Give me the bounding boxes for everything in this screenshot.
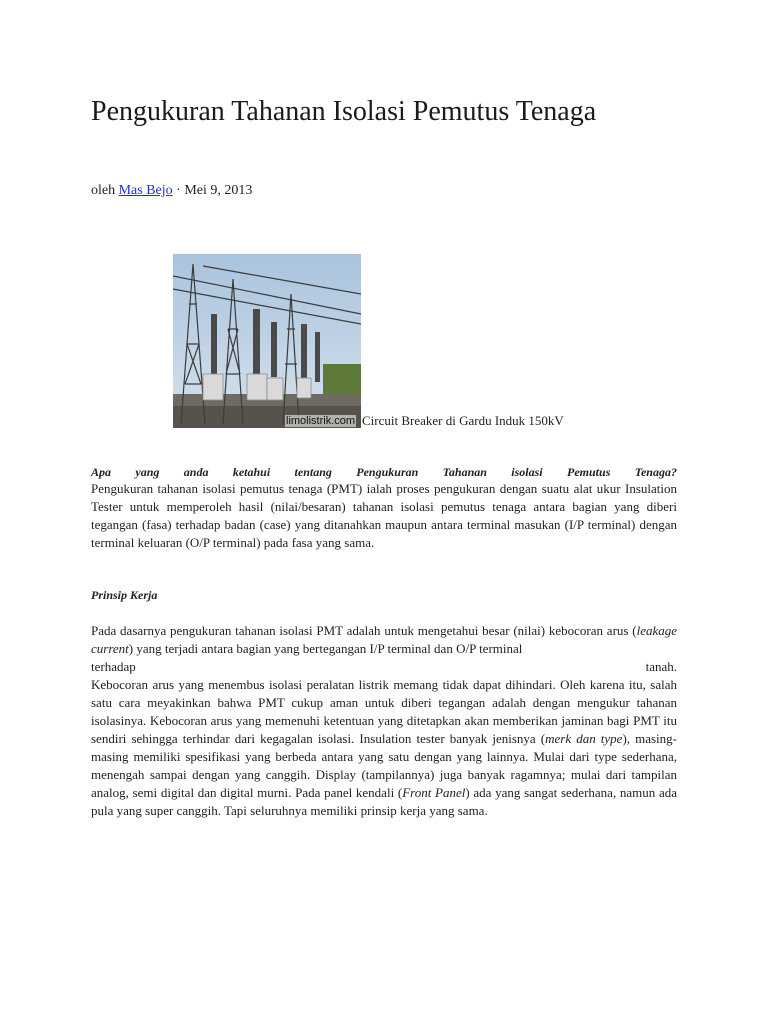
question-word: Pengukuran bbox=[356, 465, 419, 479]
article-title: Pengukuran Tahanan Isolasi Pemutus Tenaga bbox=[91, 96, 597, 127]
figure-caption: Circuit Breaker di Gardu Induk 150kV bbox=[362, 413, 564, 428]
p2-emphasis-2: Front Panel bbox=[402, 785, 466, 800]
question-word: isolasi bbox=[511, 465, 543, 479]
image-watermark: limolistrik.com bbox=[286, 415, 356, 427]
section-heading: Prinsip Kerja bbox=[91, 588, 158, 602]
question-word: yang bbox=[135, 465, 160, 479]
p2-text-c: ) ada yang sangat sederhana, namun ada pula yang super canggih. Tapi seluruhnya memiliki prinsip kerja yang sama. bbox=[91, 785, 677, 818]
byline bbox=[91, 182, 252, 200]
question-word: ketahui bbox=[232, 465, 271, 479]
p2-emphasis-1: merk dan type bbox=[545, 731, 623, 746]
intro-question bbox=[91, 463, 677, 481]
section-paragraph-1 bbox=[91, 622, 677, 658]
p1-text-b: ) yang terjadi antara bagian yang bertegangan I/P terminal dan O/P terminal bbox=[128, 641, 523, 656]
p1-text-a: Pada dasarnya pengukuran tahanan isolasi PMT adalah untuk mengetahui besar (nilai) kebocoran arus ( bbox=[91, 623, 637, 638]
p1-last-right: tanah. bbox=[645, 659, 677, 674]
p1-last-left: terhadap bbox=[91, 659, 136, 674]
substation-illustration bbox=[173, 254, 361, 428]
circuit-breaker-photo bbox=[173, 254, 361, 428]
author-link[interactable]: Mas Bejo bbox=[118, 183, 173, 198]
question-word: Pemutus bbox=[567, 465, 611, 479]
section-paragraph-2 bbox=[91, 676, 677, 820]
question-word: anda bbox=[183, 465, 209, 479]
byline-prefix: oleh bbox=[91, 183, 119, 198]
publish-date: Mei 9, 2013 bbox=[184, 183, 253, 198]
question-word: tentang bbox=[294, 465, 332, 479]
question-word: Tenaga? bbox=[634, 465, 677, 479]
intro-paragraph: Pengukuran tahanan isolasi pemutus tenaga (PMT) ialah proses pengukuran dengan suatu alat ukur Insulation Tester untuk memperoleh hasil (nilai/besaran) tahanan isolasi pemutus tenaga antara bagian yang diberi tegangan (fasa) terhadap badan (case) yang ditanahkan maupun antara terminal masukan (I/P terminal) dengan terminal keluaran (O/P terminal) pada fasa yang sama. bbox=[91, 481, 677, 550]
question-word: Apa bbox=[91, 465, 112, 479]
p1-emphasis: leakage current bbox=[91, 623, 677, 656]
section-paragraph-1-last-line bbox=[91, 658, 677, 676]
byline-separator: · bbox=[172, 183, 185, 198]
p2-text-a: Kebocoran arus yang menembus isolasi peralatan listrik memang tidak dapat dihindari. Oleh karena itu, salah satu cara meyakinkan bahwa PMT cukup aman untuk diberi tegangan adalah dengan mengukur tahanan isolasinya. Kebocoran arus yang memenuhi ketentuan yang ditetapkan akan memberikan jaminan bagi PMT itu sendiri sehingga terhindar dari kegagalan isolasi. Insulation tester banyak jenisnya ( bbox=[91, 677, 677, 746]
p2-text-b: ), masing-masing memiliki spesifikasi yang berbeda antara yang satu dengan yang lainnya. Mulai dari type sederhana, menengah sampai dengan yang canggih. Display (tampilannya) juga banyak ragamnya; mulai dari tampilan analog, semi digital dan digital murni. Pada panel kendali ( bbox=[91, 731, 678, 800]
question-word: Tahanan bbox=[442, 465, 487, 479]
